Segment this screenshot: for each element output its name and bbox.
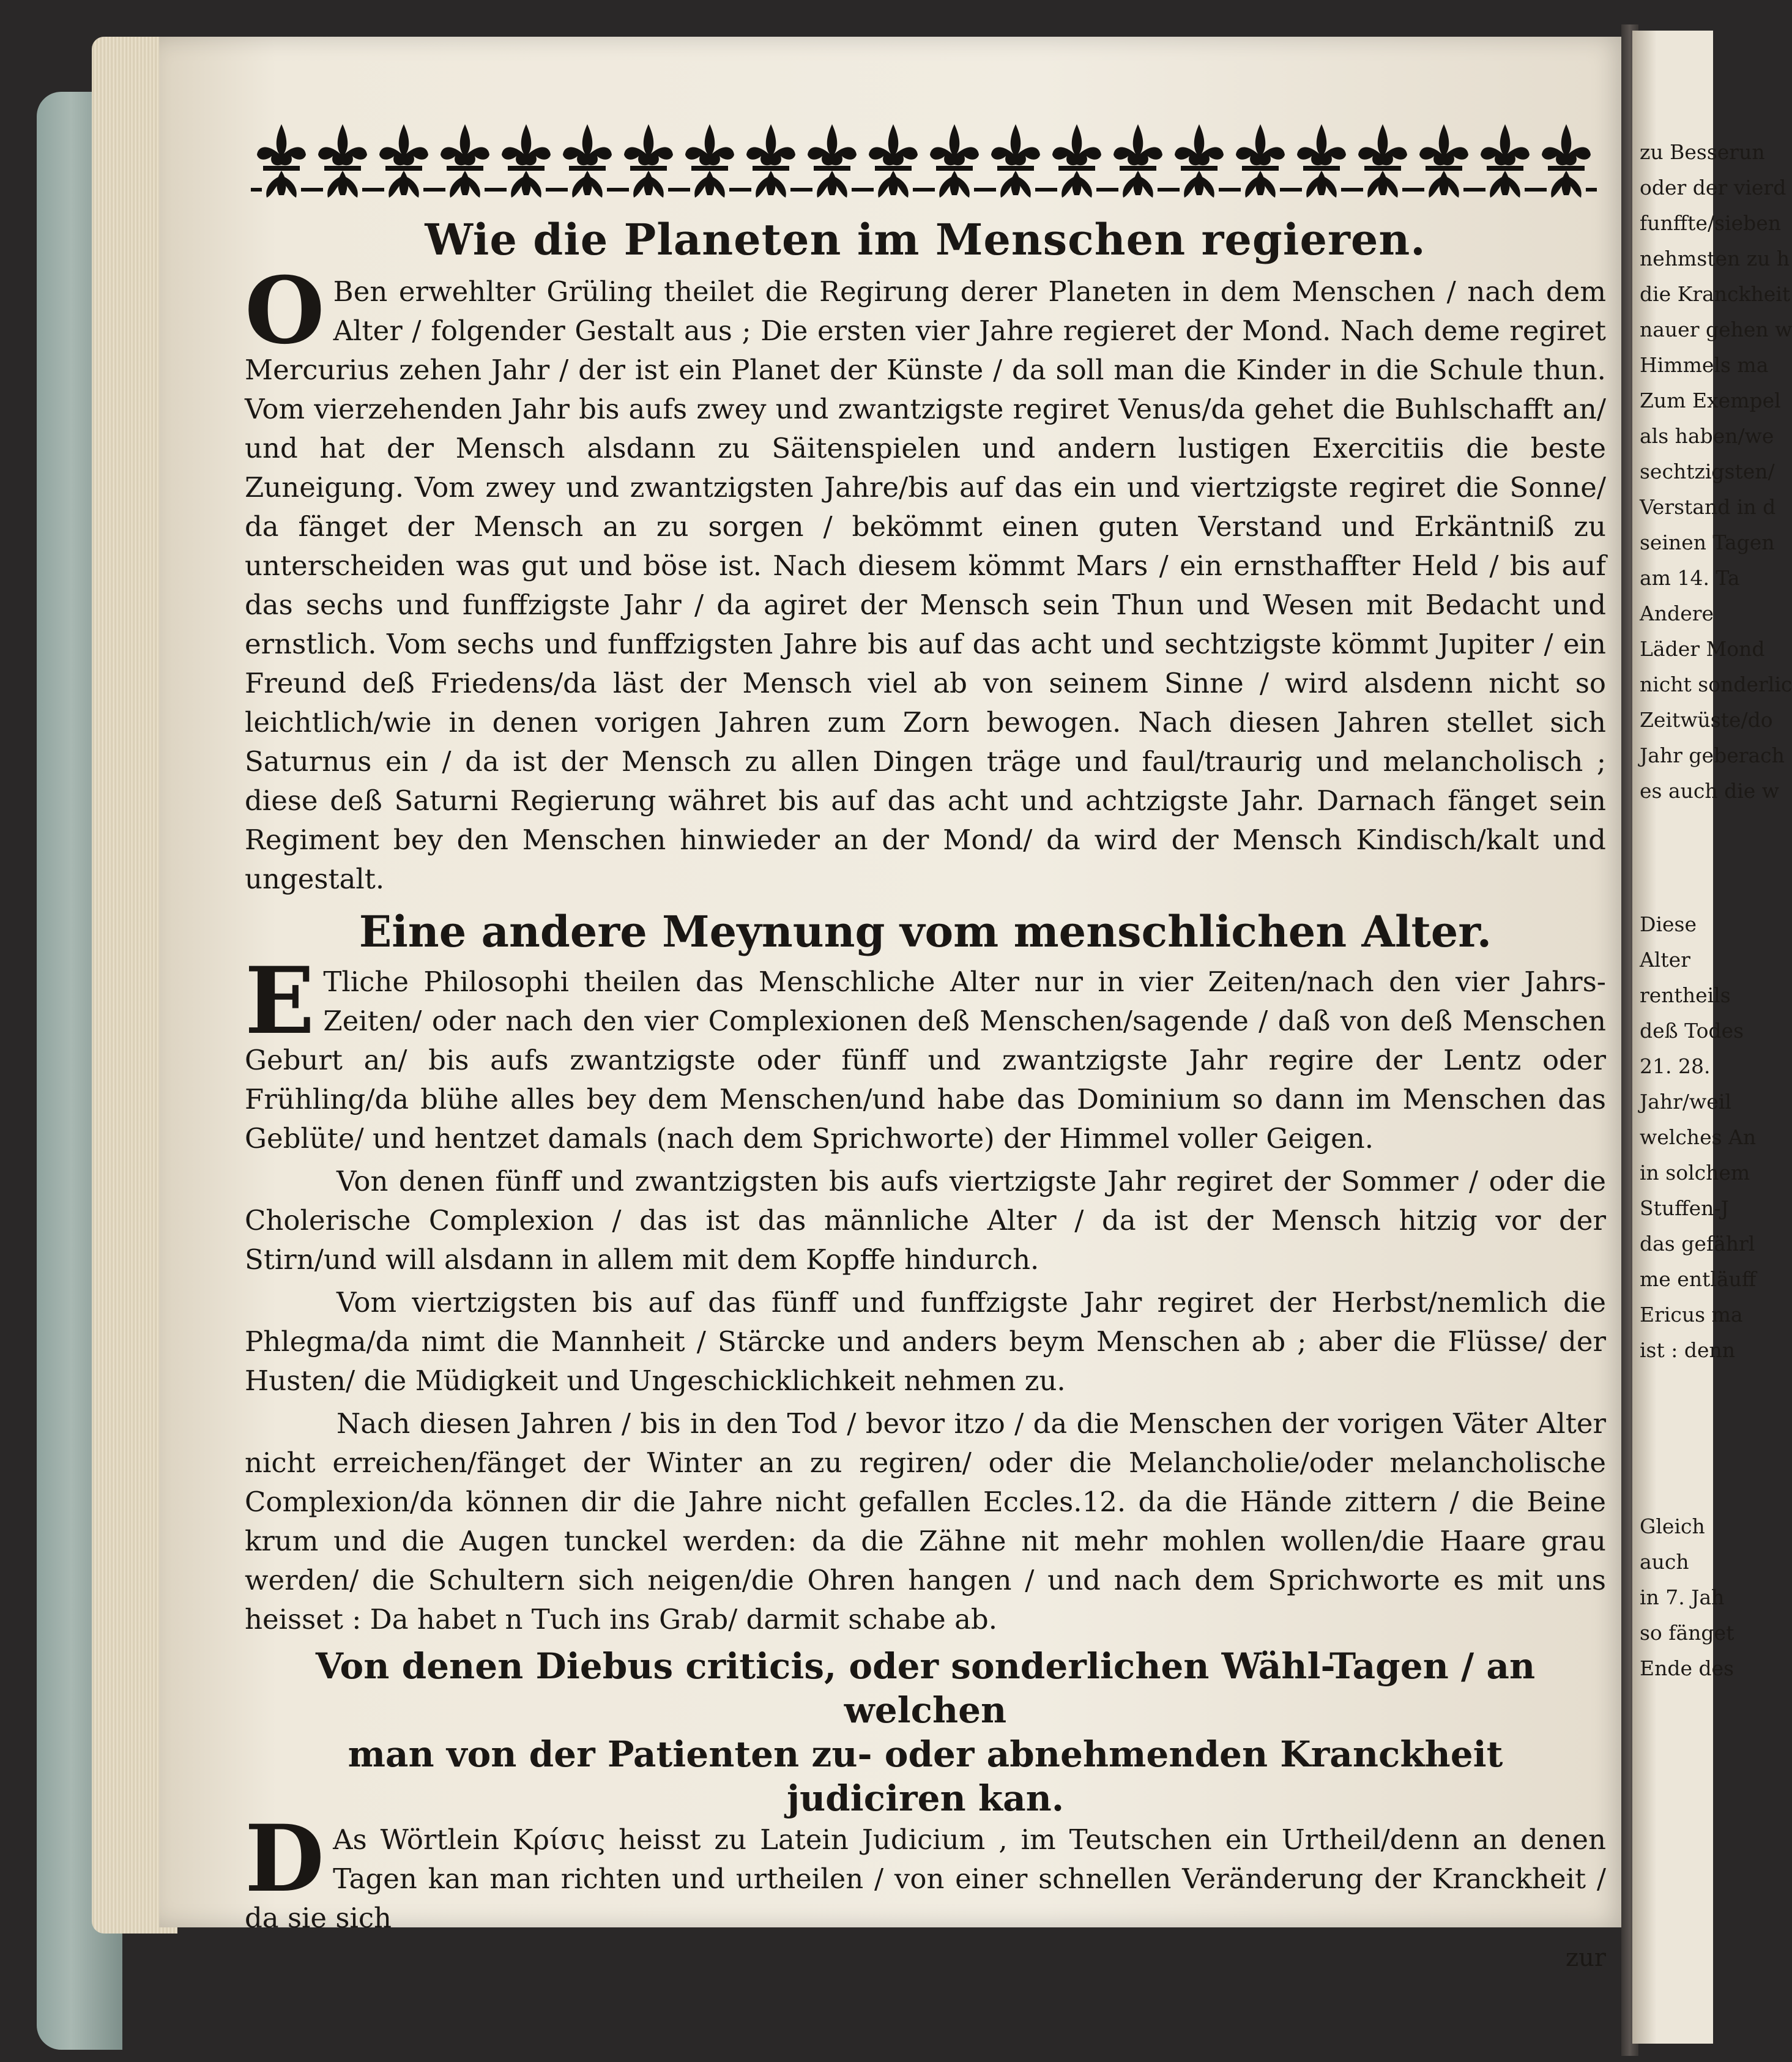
- fleuron-border-icon: [251, 119, 1609, 211]
- next-page-line: so fänget: [1640, 1621, 1734, 1645]
- paragraph-winter: Nach diesen Jahren / bis in den Tod / bevor itzo / da die Menschen der vorigen Väter Alter nicht erreichen/fänget der Winter an zu regiren/ oder die Melancholie/oder melancholische Complexion/da können dir die Jahre nicht gefallen Eccles.12. da die Hände zittern / die Beine krum und die Augen tunckel werden: da die Zähne nit mehr mohlen wollen/die Haare grau werden/ die Schultern sich neigen/die Ohren hangen / und nach dem Sprichworte es mit uns heisset : Da habet n Tuch ins Grab/ darmit schabe ab.: [245, 1407, 1606, 1636]
- next-page-line: funffte/sieben: [1640, 211, 1781, 235]
- next-page-line: Himmels ma: [1640, 353, 1769, 377]
- next-page-line: seinen Tagen: [1640, 530, 1775, 554]
- next-page-line: nicht sonderlic: [1640, 672, 1792, 696]
- next-page-line: in 7. Jah: [1640, 1585, 1725, 1609]
- paragraph-krisis: [245, 1805, 1606, 1938]
- next-page-line: rentheils: [1640, 983, 1731, 1007]
- heading-critical-days-line3: judiciren kan.: [786, 1777, 1065, 1819]
- paragraph-autumn: Vom viertzigsten bis auf das fünff und funffzigste Jahr regiret der Herbst/nemlich die Phlegma/da nimt die Mannheit / Stärcke und anders beym Menschen ab ; aber die Flüsse/ der Husten/ die Müdigkeit und Ungeschicklichkeit nehmen zu.: [245, 1286, 1606, 1397]
- next-page-line: ist : denn: [1640, 1338, 1736, 1362]
- right-page-fragment: [1632, 31, 1792, 2044]
- next-page-line: Diese: [1640, 912, 1697, 936]
- next-page-line: Ericus ma: [1640, 1303, 1743, 1327]
- paragraph-seasons-text: Tliche Philosophi theilen das Menschliche Alter nur in vier Zeiten/nach den vier Jahrs-Zeiten/ oder nach den vier Complexionen deß Menschen/sagende / daß von deß Menschen Geburt an/ bis aufs zwantzigste oder fünff und zwantzigste Jahr regire der Lentz oder Frühling/da blühe alles bey dem Menschen/und habe das Dominium so dann im Menschen das Geblüte/ und hentzet damals (nach dem Sprichworte) der Himmel voller Geigen.: [245, 966, 1606, 1155]
- next-page-line: das gefährl: [1640, 1232, 1755, 1256]
- next-page-line: me entläuff: [1640, 1267, 1757, 1291]
- drop-initial-d: D: [245, 1805, 325, 1913]
- next-page-line: zu Besserun: [1640, 140, 1765, 164]
- heading-critical-days-line1: Von denen Diebus criticis, oder sonderlichen Wähl-Tagen / an welchen: [315, 1645, 1536, 1731]
- next-page-line: nauer gehen w: [1640, 318, 1792, 341]
- drop-initial-o: O: [245, 257, 325, 365]
- heading-critical-days-line2: man von der Patienten zu- oder abnehmenden Kranckheit: [348, 1733, 1503, 1775]
- paragraph-planets: [245, 257, 1606, 899]
- next-page-line: in solchem: [1640, 1161, 1750, 1185]
- next-page-line: 21. 28.: [1640, 1054, 1711, 1078]
- paragraph-summer: Von denen fünff und zwantzigsten bis aufs viertzigste Jahr regiret der Sommer / oder die Cholerische Complexion / das ist das männliche Alter / da ist der Mensch hitzig vor der Stirn/und will alsdann in allem mit dem Kopffe hindurch.: [245, 1165, 1606, 1276]
- next-page-line: deß Todes: [1640, 1019, 1744, 1043]
- catchword: zur: [1566, 1944, 1606, 1972]
- drop-initial-e: E: [245, 947, 315, 1055]
- next-page-line: oder der vierd: [1640, 176, 1786, 199]
- heading-planets: Wie die Planeten im Menschen regieren.: [425, 214, 1426, 265]
- paragraph-planets-text: Ben erwehlter Grüling theilet die Regirung derer Planeten in dem Menschen / nach dem Alter / folgender Gestalt aus ; Die ersten vier Jahre regieret der Mond. Nach deme regiret Mercurius zehen Jahr / der ist ein Planet der Künste / da soll man die Kinder in die Schule thun. Vom vierzehenden Jahr bis aufs zwey und zwantzigste regiret Venus/da gehet die Buhlschafft an/ und hat der Mensch alsdann zu Säitenspielen und andern lustigen Exercitiis die beste Zuneigung. Vom zwey und zwantzigsten Jahre/bis auf das ein und viertzigste regiret die Sonne/ da fänget der Mensch an zu sorgen / bekömmt einen guten Verstand und Erkäntniß zu unterscheiden was gut und böse ist. Nach diesem kömmt Mars / ein ernsthaffter Held / bis auf das sechs und funffzigste Jahr / da agiret der Mensch sein Thun und Wesen mit Bedacht und ernstlich. Vom sechs und funffzigsten Jahre bis auf das acht und sechtzigste kömmt Jupiter / ein Freund deß Friedens/da läst der Mensch viel ab von seinem Sinne / wird alsdenn nicht so leichtlich/wie in denen vorigen Jahren zum Zorn bewogen. Nach diesen Jahren stellet sich Saturnus ein / da ist der Mensch zu allen Dingen träge und faul/traurig und melancholisch ; diese deß Saturni Regierung währet bis auf das acht und achtzigste Jahr. Darnach fänget sein Regiment bey den Menschen hinwieder an der Mond/ da wird der Mensch Kindisch/kalt und ungestalt.: [245, 275, 1606, 895]
- next-page-line: als haben/we: [1640, 424, 1774, 448]
- next-page-line: Zum Exempel: [1640, 389, 1781, 412]
- next-page-line: es auch die w: [1640, 779, 1780, 803]
- next-page-line: Ende des: [1640, 1656, 1734, 1680]
- next-page-line: Verstand in d: [1640, 495, 1776, 519]
- paragraph-seasons: [245, 947, 1606, 1158]
- next-page-line: Alter: [1640, 948, 1690, 972]
- next-page-line: Stuffen-J: [1640, 1196, 1729, 1220]
- next-page-line: nehmsten zu h: [1640, 247, 1790, 270]
- page-text-block: [245, 211, 1606, 1975]
- paragraph-krisis-text: As Wörtlein Κρίσις heisst zu Latein Judicium , im Teutschen ein Urtheil/denn an denen Tagen kan man richten und urtheilen / von einer schnellen Veränderung der Kranckheit / da sie sich: [245, 1823, 1606, 1934]
- next-page-line: Läder Mond: [1640, 637, 1765, 661]
- next-page-line: Andere: [1640, 601, 1714, 625]
- heading-critical-days: [245, 1644, 1606, 1820]
- next-page-line: die Kranckheit: [1640, 282, 1791, 306]
- heading-human-age: Eine andere Meynung vom menschlichen Alter.: [359, 906, 1492, 957]
- next-page-line: Jahr/weil: [1640, 1090, 1731, 1114]
- next-page-line: auch: [1640, 1550, 1689, 1574]
- next-page-line: sechtzigsten/: [1640, 460, 1775, 483]
- next-page-line: Jahr geberach: [1640, 743, 1785, 767]
- next-page-line: Gleich: [1640, 1514, 1705, 1538]
- next-page-line: am 14. Ta: [1640, 566, 1740, 590]
- next-page-line: welches An: [1640, 1125, 1757, 1149]
- next-page-line: Zeitwüste/do: [1640, 708, 1773, 732]
